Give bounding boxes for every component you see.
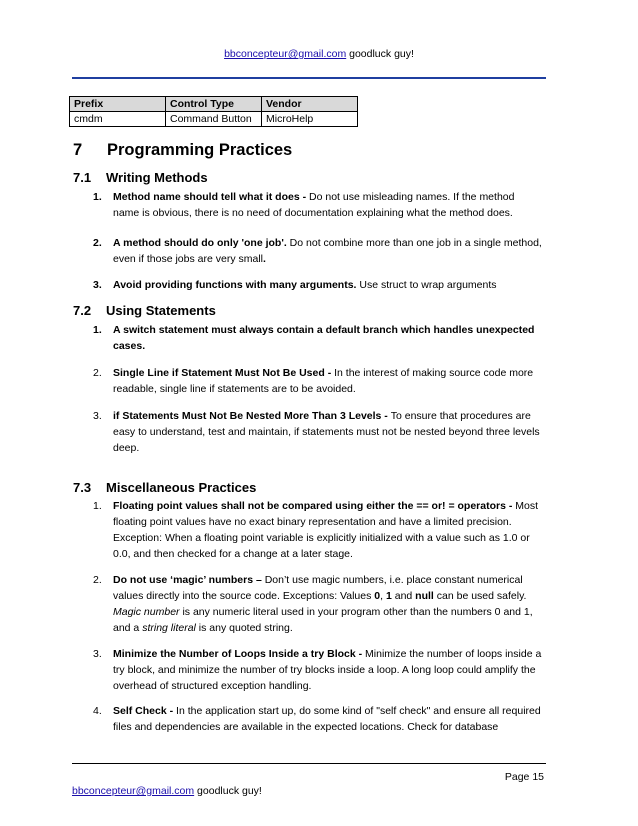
section-heading	[73, 141, 292, 160]
item-lead: Minimize the Number of Loops Inside a try Block -	[113, 648, 366, 660]
list-number: 1.	[93, 324, 102, 336]
item-text: is any quoted string.	[195, 622, 293, 634]
list-item	[93, 703, 543, 735]
list-item	[93, 322, 543, 354]
value-null: null	[415, 590, 434, 602]
subsection-title: Using Statements	[106, 303, 216, 318]
list-number: 2.	[93, 237, 102, 249]
item-lead: A method should do only 'one job'.	[113, 237, 287, 249]
list-number: 2.	[93, 367, 102, 379]
item-lead: if Statements Must Not Be Nested More Than 3 Levels -	[113, 410, 391, 422]
subsection-heading-7-3	[73, 480, 256, 495]
item-text: Don’t use magic numbers, i.e. place constant numerical values directly into the source code. Exceptions: Values	[113, 574, 523, 602]
item-text: is any numeric literal used in your program other than the numbers 0 and 1, and a	[113, 606, 533, 634]
value-one: 1	[385, 590, 392, 602]
list-item	[93, 365, 543, 397]
item-text: Do not combine more than one job in a single method, even if those jobs are very small	[113, 237, 542, 265]
value-zero: 0	[374, 590, 381, 602]
term-magic-number: Magic number	[113, 606, 180, 618]
list-item	[93, 277, 543, 293]
table-header-prefix: Prefix	[70, 97, 166, 112]
item-text: can be used safely.	[433, 590, 527, 602]
item-text: Most floating point values have no exact binary representation and have a limited precision. Exception: When a floating point variable is explicitly initialized with a value such as 1.0 or 0.0, and then checked for a change at a later stage.	[113, 500, 539, 560]
item-lead: A switch statement must always contain a default branch which handles unexpected cases.	[113, 324, 535, 352]
list-item	[93, 189, 543, 221]
item-text: Do not use misleading names. If the method name is obvious, there is no need of documentation explaining what the method does.	[113, 191, 515, 219]
subsection-heading-7-2	[73, 303, 216, 318]
list-item	[93, 408, 543, 456]
item-text: In the application start up, do some kind of "self check" and ensure all required files and dependencies are available in the expected locations. Check for database	[113, 705, 541, 733]
footer-tagline: goodluck guy!	[194, 785, 262, 797]
item-text: Use struct to wrap arguments	[356, 279, 497, 291]
subsection-heading-7-1	[73, 170, 208, 185]
table-header-vendor: Vendor	[262, 97, 358, 112]
list-item	[93, 572, 543, 636]
section-number: 7	[73, 141, 83, 159]
list-item	[93, 235, 543, 267]
item-end: .	[262, 253, 266, 265]
table-cell-prefix: cmdm	[70, 112, 166, 127]
page-footer	[72, 785, 262, 797]
table-cell-vendor: MicroHelp	[262, 112, 358, 127]
item-text: To ensure that procedures are easy to understand, test and maintain, if statements must not be nested beyond three levels deep.	[113, 410, 540, 454]
subsection-title: Writing Methods	[106, 170, 208, 185]
item-text: and	[391, 590, 416, 602]
item-lead: Self Check -	[113, 705, 177, 717]
list-number: 3.	[93, 279, 102, 291]
footer-email-link[interactable]: bbconcepteur@gmail.com	[72, 785, 195, 797]
item-lead: Avoid providing functions with many arguments.	[113, 279, 357, 291]
table-cell-control-type: Command Button	[166, 112, 262, 127]
header-tagline: goodluck guy!	[346, 48, 414, 60]
table-header-control-type: Control Type	[166, 97, 262, 112]
term-string-literal: string literal	[142, 622, 196, 634]
item-lead: Method name should tell what it does -	[113, 191, 310, 203]
table-row	[70, 112, 358, 127]
subsection-number: 7.3	[73, 480, 92, 495]
list-number: 3.	[93, 648, 102, 660]
header-email-link[interactable]: bbconcepteur@gmail.com	[224, 48, 347, 60]
item-lead: Do not use ‘magic’ numbers –	[113, 574, 262, 586]
subsection-number: 7.2	[73, 303, 92, 318]
prefix-table	[69, 96, 358, 127]
item-text: In the interest of making source code more readable, single line if statements are to be avoided.	[113, 367, 534, 395]
list-item	[93, 498, 543, 562]
subsection-title: Miscellaneous Practices	[106, 480, 257, 495]
table-header-row	[70, 97, 358, 112]
list-number: 1.	[93, 500, 102, 512]
item-lead: Floating point values shall not be compared using either the == or! = operators -	[113, 500, 516, 512]
page-header	[0, 48, 638, 60]
item-lead: Single Line if Statement Must Not Be Used -	[113, 367, 335, 379]
list-item	[93, 646, 543, 694]
list-number: 4.	[93, 705, 102, 717]
list-number: 1.	[93, 191, 102, 203]
item-text: ,	[380, 590, 386, 602]
subsection-number: 7.1	[73, 170, 92, 185]
footer-rule	[72, 763, 546, 764]
section-title: Programming Practices	[107, 141, 293, 159]
list-number: 3.	[93, 410, 102, 422]
page-number: Page 15	[504, 771, 544, 783]
header-rule	[72, 77, 546, 79]
item-text: Minimize the number of loops inside a try block, and minimize the number of try blocks inside a loop. A long loop could amplify the overhead of structured exception handling.	[113, 648, 542, 692]
list-number: 2.	[93, 574, 102, 586]
